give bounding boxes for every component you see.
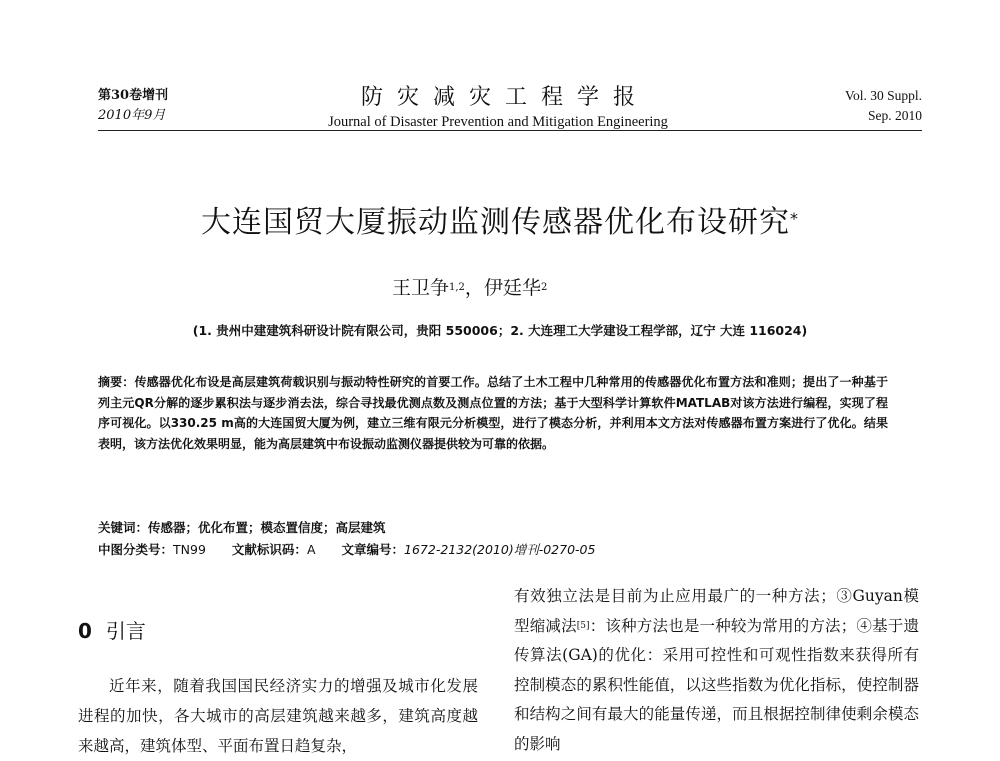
author-separator: ，	[464, 277, 484, 299]
affiliations: (1. 贵州中建建筑科研设计院有限公司，贵阳 550006；2. 大连理工大学建设工程学部，辽宁 大连 116024)	[192, 323, 808, 338]
paper-title	[0, 203, 1000, 243]
author-line	[392, 276, 547, 300]
author-2-affil: 2	[540, 282, 548, 293]
author-1-affil: 1,2	[449, 282, 465, 293]
clc-value: TN99	[173, 542, 206, 557]
journal-name-block	[262, 84, 734, 132]
abstract-label: 摘要：	[98, 375, 135, 389]
abstract	[98, 372, 888, 454]
volume-label-en: Vol. 30 Suppl.	[844, 88, 922, 103]
abstract-text: 传感器优化布设是高层建筑荷载识别与振动特性研究的首要工作。总结了土木工程中几种常用的传感器优化布置方法和准则；提出了一种基于列主元QR分解的逐步累积法与逐步消去法，综合寻找最优测点数及测点位置的方法；基于大型科学计算软件MATLAB对该方法进行编程，实现了程序可视化。以330.25 m高的大连国贸大厦为例，建立三维有限元分析模型，进行了模态分析，并利用本文方法对传感器布置方案进行了优化。结果表明，该方法优化效果明显，能为高层建筑中布设振动监测仪器提供较为可靠的依据。	[98, 375, 888, 451]
header-divider	[98, 130, 922, 131]
keywords	[98, 519, 386, 537]
issue-date: 2010年9月	[98, 108, 166, 123]
right-text-part-2: ：该种方法也是一种较为常用的方法；④基于遗传算法(GA)的优化：采用可控性和可观性指数来获得所有控制模态的累积性能值，以这些指数为优化指标，使控制器和结构之间有最大的能量传递，而且根据控制律使剩余模态的影响	[514, 616, 919, 753]
classification-line	[98, 541, 595, 559]
article-number-label: 文章编号：	[341, 542, 405, 557]
keywords-label: 关键词：	[98, 520, 149, 535]
body-paragraph: 近年来，随着我国国民经济实力的增强及城市化发展进程的加快，各大城市的高层建筑越来越多，建筑高度越来越高，建筑体型、平面布置日趋复杂，	[78, 677, 478, 755]
body-right-column	[514, 582, 919, 759]
section-heading	[78, 618, 146, 644]
body-left-column	[78, 671, 478, 761]
doc-code-label: 文献标识码：	[231, 542, 307, 557]
article-number-value: 1672-2132(2010)增刊-0270-05	[404, 542, 596, 557]
title-footnote-mark: *	[790, 209, 799, 228]
journal-name-en: Journal of Disaster Prevention and Mitigation Engineering	[328, 114, 668, 130]
running-header-right	[845, 86, 922, 126]
author-1: 王卫争	[392, 277, 450, 299]
right-text-part-1: 有效独立法是目前为止应用最广的一种方法；③Guyan模型缩减法	[514, 587, 919, 635]
clc-label: 中图分类号：	[98, 542, 174, 557]
section-number: 0	[78, 619, 92, 643]
running-header-left	[98, 86, 168, 126]
author-2: 伊廷华	[483, 277, 541, 299]
reference-citation: [5]	[576, 620, 590, 631]
section-title: 引言	[105, 619, 146, 643]
paper-title-text: 大连国贸大厦振动监测传感器优化布设研究	[201, 205, 790, 240]
issue-date-en: Sep. 2010	[868, 108, 922, 123]
volume-label: 第30卷增刊	[98, 88, 169, 103]
body-paragraph-right	[514, 582, 919, 759]
journal-name-cn: 防灾减灾工程学报	[360, 85, 649, 110]
doc-code-value: A	[306, 542, 316, 557]
keywords-text: 传感器；优化布置；模态置信度；高层建筑	[148, 520, 386, 535]
